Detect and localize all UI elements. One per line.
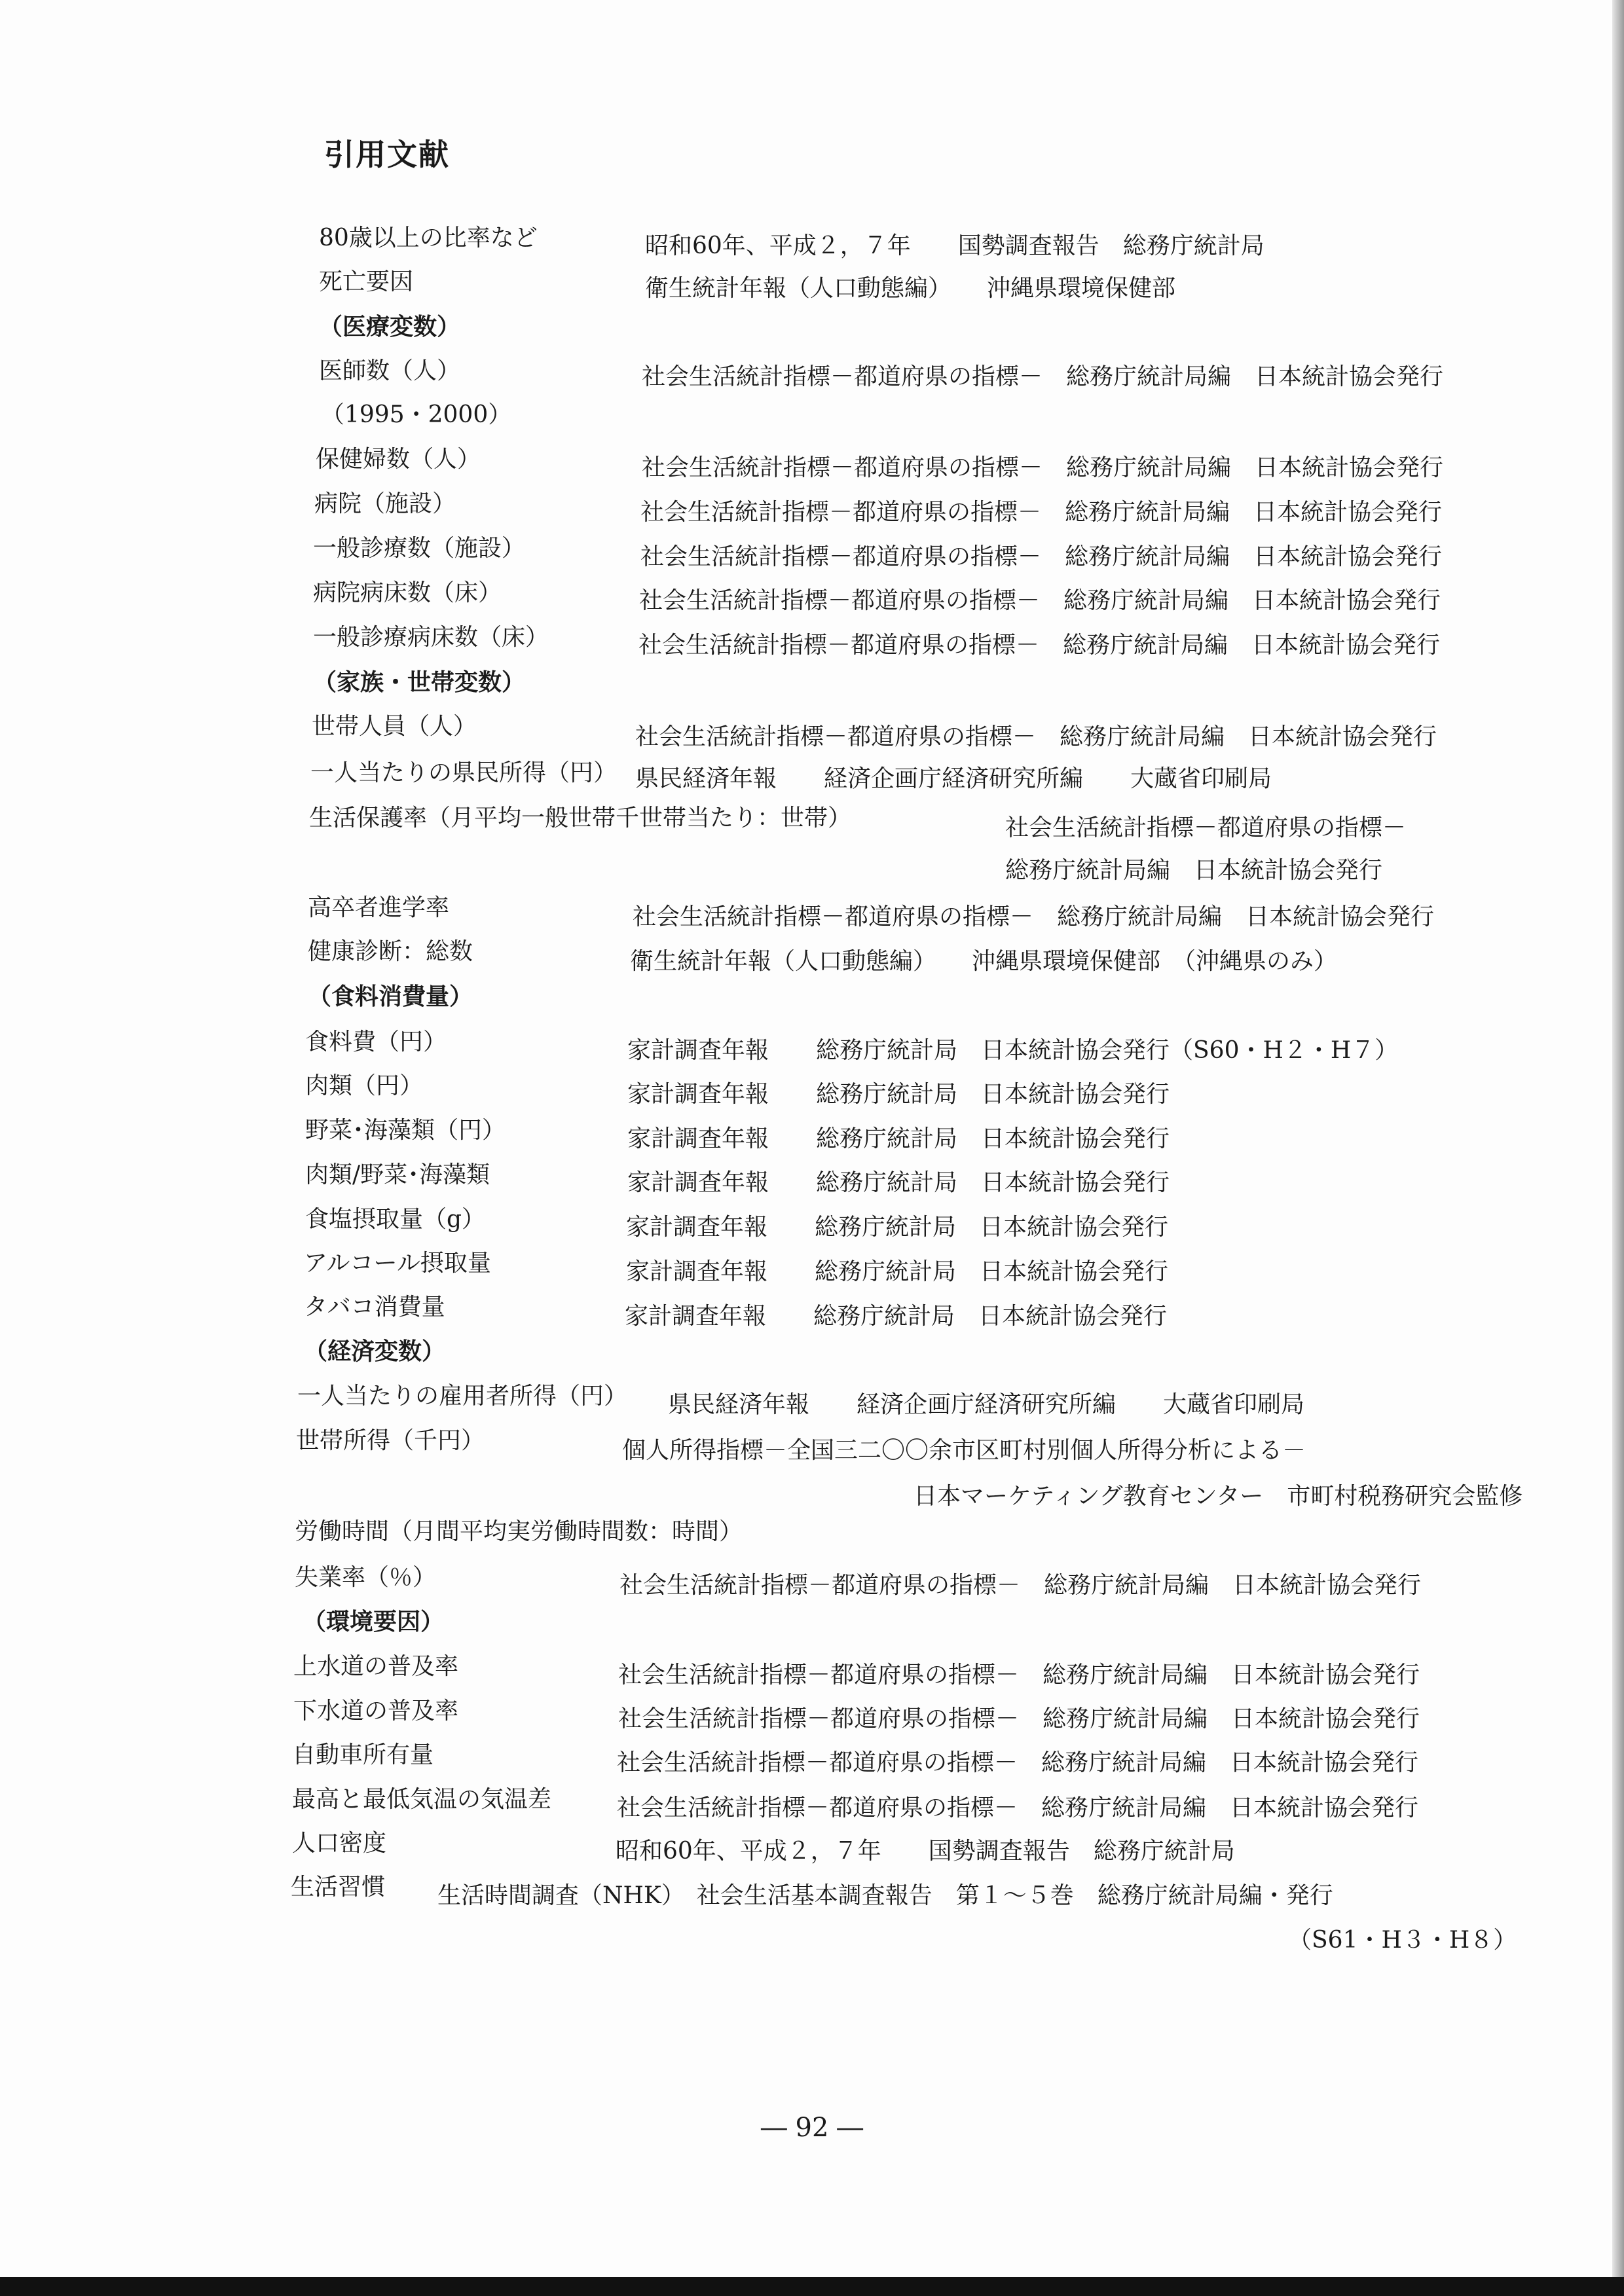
reference-source: （S61・H３・H８） (1288, 1927, 1517, 1954)
reference-label: 肉類（円） (305, 1072, 424, 1099)
reference-source: 生活時間調査（NHK） 社会生活基本調査報告 第１～５巻 総務庁統計局編・発行 (437, 1882, 1333, 1909)
reference-source: 社会生活統計指標－都道府県の指標－ 総務庁統計局編 日本統計協会発行 (638, 632, 1441, 659)
reference-label: 一人当たりの県民所得（円） (310, 759, 618, 786)
reference-source: 個人所得指標－全国三二〇〇余市区町村別個人所得分析による－ (622, 1437, 1306, 1464)
reference-source: 県民経済年報 経済企画庁経済研究所編 大蔵省印刷局 (668, 1391, 1305, 1418)
reference-source: 家計調査年報 総務庁統計局 日本統計協会発行 (626, 1258, 1169, 1285)
reference-label: 労働時間（月間平均実労働時間数：時間） (295, 1518, 743, 1545)
reference-source: 衛生統計年報（人口動態編） 沖縄県環境保健部 （沖縄県のみ） (630, 948, 1338, 975)
reference-label: 人口密度 (292, 1830, 387, 1857)
reference-label: 医師数（人） (319, 357, 461, 384)
reference-source: 社会生活統計指標－都道府県の指標－ 総務庁統計局編 日本統計協会発行 (639, 587, 1441, 614)
reference-label: 失業率（％） (295, 1564, 437, 1591)
reference-label: 生活習慣 (291, 1874, 386, 1901)
reference-label: 病院病床数（床） (313, 579, 502, 606)
reference-label: 一般診療病床数（床） (313, 624, 549, 651)
reference-label: 自動車所有量 (292, 1741, 434, 1768)
reference-source: 社会生活統計指標－都道府県の指標－ 総務庁統計局編 日本統計協会発行 (619, 1572, 1422, 1599)
section-heading: （医療変数） (319, 313, 461, 340)
reference-label: 保健婦数（人） (316, 446, 481, 473)
reference-label: 上水道の普及率 (293, 1653, 459, 1680)
reference-source: 社会生活統計指標－都道府県の指標－ 総務庁統計局編 日本統計協会発行 (642, 363, 1444, 390)
reference-label: 病院（施設） (314, 490, 456, 517)
reference-source: 家計調査年報 総務庁統計局 日本統計協会発行 (626, 1214, 1169, 1241)
reference-label: アルコール摂取量 (304, 1250, 491, 1277)
reference-label: 食料費（円） (305, 1029, 447, 1055)
reference-source: 社会生活統計指標－都道府県の指標－ 総務庁統計局編 日本統計協会発行 (642, 454, 1444, 481)
section-heading: （経済変数） (304, 1338, 446, 1365)
reference-source: 社会生活統計指標－都道府県の指標－ 総務庁統計局編 日本統計協会発行 (633, 903, 1435, 930)
reference-source: 家計調査年報 総務庁統計局 日本統計協会発行 (627, 1125, 1170, 1152)
reference-label: 健康診断：総数 (308, 938, 473, 965)
reference-label: 食塩摂取量（g） (305, 1206, 486, 1233)
reference-source: 社会生活統計指標－都道府県の指標－ 総務庁統計局編 日本統計協会発行 (617, 1795, 1419, 1821)
reference-source: 昭和60年、平成２，７年 国勢調査報告 総務庁統計局 (616, 1838, 1235, 1865)
reference-label: 一人当たりの雇用者所得（円） (297, 1383, 628, 1410)
reference-source: 社会生活統計指標－都道府県の指標－ 総務庁統計局編 日本統計協会発行 (617, 1749, 1419, 1776)
reference-label: 世帯人員（人） (312, 713, 477, 740)
reference-source: 衛生統計年報（人口動態編） 沖縄県環境保健部 (645, 275, 1176, 302)
reference-label: 世帯所得（千円） (296, 1427, 485, 1454)
reference-label: 80歳以上の比率など (319, 225, 538, 251)
reference-label: 死亡要因 (319, 268, 414, 295)
section-heading: （環境要因） (303, 1608, 445, 1635)
reference-source: 家計調査年報 総務庁統計局 日本統計協会発行 (625, 1303, 1168, 1330)
reference-label: 高卒者進学率 (308, 894, 450, 921)
reference-label: （1995・2000） (321, 401, 512, 428)
reference-source: 家計調査年報 総務庁統計局 日本統計協会発行 (627, 1081, 1170, 1108)
page-edge-shadow (1612, 0, 1624, 2296)
reference-source: 県民経済年報 経済企画庁経済研究所編 大蔵省印刷局 (635, 765, 1272, 792)
reference-source: 家計調査年報 総務庁統計局 日本統計協会発行 (627, 1169, 1170, 1196)
reference-label: 下水道の普及率 (293, 1698, 459, 1724)
reference-source: 社会生活統計指標－都道府県の指標－ 総務庁統計局編 日本統計協会発行 (618, 1662, 1420, 1688)
reference-source: 社会生活統計指標－都道府県の指標－ (1005, 814, 1407, 841)
scan-bottom-border (0, 2277, 1624, 2296)
reference-label: 最高と最低気温の気温差 (292, 1786, 552, 1813)
section-heading: （家族・世帯変数） (313, 668, 526, 696)
reference-source: 総務庁統計局編 日本統計協会発行 (1005, 857, 1383, 884)
reference-source: 社会生活統計指標－都道府県の指標－ 総務庁統計局編 日本統計協会発行 (640, 499, 1443, 526)
page-title: 引用文献 (324, 137, 450, 172)
reference-source: 日本マーケティング教育センター 市町村税務研究会監修 (913, 1483, 1523, 1510)
reference-label: 一般診療数（施設） (313, 535, 526, 562)
reference-source: 家計調査年報 総務庁統計局 日本統計協会発行（S60・H２・H７） (627, 1037, 1399, 1064)
page-number: ― 92 ― (760, 2113, 864, 2143)
reference-label: タバコ消費量 (304, 1294, 445, 1321)
reference-label: 生活保護率（月平均一般世帯千世帯当たり：世帯） (309, 805, 852, 831)
section-heading: （食料消費量） (308, 983, 473, 1010)
reference-source: 社会生活統計指標－都道府県の指標－ 総務庁統計局編 日本統計協会発行 (618, 1705, 1420, 1732)
reference-source: 社会生活統計指標－都道府県の指標－ 総務庁統計局編 日本統計協会発行 (640, 543, 1443, 570)
reference-label: 肉類/野菜･海藻類 (305, 1161, 490, 1188)
reference-label: 野菜･海藻類（円） (305, 1117, 506, 1144)
reference-source: 社会生活統計指標－都道府県の指標－ 総務庁統計局編 日本統計協会発行 (635, 723, 1437, 750)
reference-source: 昭和60年、平成２，７年 国勢調査報告 総務庁統計局 (645, 232, 1264, 259)
